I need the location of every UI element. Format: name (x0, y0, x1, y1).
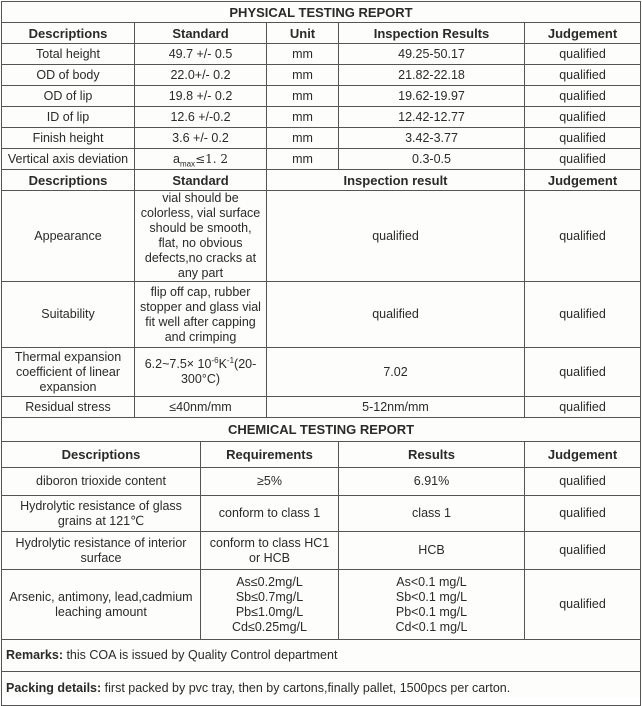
description-cell: Residual stress (2, 397, 135, 418)
standard-prefix: a (172, 151, 180, 166)
header-inspection-results: Inspection Results (339, 23, 525, 44)
requirement-line: Cd≤0.25mg/L (232, 619, 307, 634)
chemical-report-title-row (2, 418, 641, 442)
result-cell: 3.42-3.77 (339, 128, 525, 149)
header-descriptions: Descriptions (2, 170, 135, 191)
result-line: As<0.1 mg/L (396, 574, 467, 589)
judgement-cell: qualified (525, 128, 641, 149)
standard-cell: 19.8 +/- 0.2 (135, 86, 267, 107)
result-cell: 0.3-0.5 (339, 149, 525, 170)
result-cell (339, 570, 525, 640)
remarks-cell (2, 640, 641, 672)
description-cell: OD of body (2, 65, 135, 86)
table-row (2, 468, 641, 496)
result-cell: 7.02 (267, 348, 525, 397)
header-judgement: Judgement (525, 170, 641, 191)
unit-cell: mm (267, 149, 339, 170)
table-row (2, 191, 641, 282)
result-cell: 5-12nm/mm (267, 397, 525, 418)
standard-text: 6.2~7.5× 10 (144, 357, 212, 371)
result-line: Cd<0.1 mg/L (395, 619, 468, 634)
judgement-cell: qualified (525, 348, 641, 397)
requirement-cell (201, 570, 339, 640)
packing-cell (2, 672, 641, 706)
standard-cell: vial should be colorless, vial surface should be smooth, flat, no obvious defects,no cracks at any part (135, 191, 267, 282)
result-cell: 21.82-22.18 (339, 65, 525, 86)
requirement-line: Pb≤1.0mg/L (235, 604, 304, 619)
description-cell: ID of lip (2, 107, 135, 128)
judgement-cell: qualified (525, 191, 641, 282)
result-line: Sb<0.1 mg/L (395, 589, 468, 604)
requirement-cell: conform to class 1 (201, 496, 339, 532)
chemical-report-title: CHEMICAL TESTING REPORT (2, 418, 641, 442)
result-cell: 49.25-50.17 (339, 44, 525, 65)
requirement-cell: ≥5% (201, 468, 339, 496)
header-descriptions: Descriptions (2, 23, 135, 44)
description-cell: diboron trioxide content (2, 468, 201, 496)
table-row (2, 107, 641, 128)
packing-text: first packed by pvc tray, then by cartons,finally pallet, 1500pcs per carton. (101, 681, 511, 695)
result-cell: 6.91% (339, 468, 525, 496)
standard-exponent: -6 (211, 355, 219, 365)
standard-cell: 3.6 +/- 0.2 (135, 128, 267, 149)
requirement-cell: conform to class HC1 or HCB (201, 532, 339, 570)
unit-cell: mm (267, 44, 339, 65)
judgement-cell: qualified (525, 397, 641, 418)
table-row (2, 65, 641, 86)
standard-unit: K (218, 357, 227, 371)
description-cell: Arsenic, antimony, lead,cadmium leaching amount (2, 570, 201, 640)
judgement-cell: qualified (525, 496, 641, 532)
table-row (2, 86, 641, 107)
header-judgement: Judgement (525, 23, 641, 44)
testing-report-table (1, 1, 641, 706)
physical-header-row-2 (2, 170, 641, 191)
judgement-cell: qualified (525, 107, 641, 128)
header-inspection-result: Inspection result (267, 170, 525, 191)
physical-header-row (2, 23, 641, 44)
remarks-text: this COA is issued by Quality Control department (62, 648, 338, 662)
standard-cell: 49.7 +/- 0.5 (135, 44, 267, 65)
table-row (2, 532, 641, 570)
table-row (2, 44, 641, 65)
chemical-header-row (2, 442, 641, 468)
judgement-cell: qualified (525, 86, 641, 107)
result-cell: HCB (339, 532, 525, 570)
standard-subscript: max (179, 159, 196, 168)
judgement-cell: qualified (525, 44, 641, 65)
result-cell: class 1 (339, 496, 525, 532)
description-cell: Suitability (2, 282, 135, 348)
standard-cell: ≤40nm/mm (135, 397, 267, 418)
packing-label: Packing details: (6, 681, 102, 695)
header-standard: Standard (135, 23, 267, 44)
table-row (2, 397, 641, 418)
unit-cell: mm (267, 107, 339, 128)
description-cell: Thermal expansion coefficient of linear expansion (2, 348, 135, 397)
header-results: Results (339, 442, 525, 468)
requirement-line: As≤0.2mg/L (236, 574, 303, 589)
standard-cell (135, 348, 267, 397)
remarks-label: Remarks: (6, 648, 63, 662)
unit-cell: mm (267, 128, 339, 149)
unit-cell: mm (267, 86, 339, 107)
requirement-line: Sb≤0.7mg/L (235, 589, 304, 604)
description-cell: Total height (2, 44, 135, 65)
table-row (2, 496, 641, 532)
header-judgement: Judgement (525, 442, 641, 468)
standard-exponent: -1 (226, 355, 235, 365)
table-row (2, 128, 641, 149)
unit-cell: mm (267, 65, 339, 86)
description-cell: OD of lip (2, 86, 135, 107)
description-cell: Finish height (2, 128, 135, 149)
judgement-cell: qualified (525, 282, 641, 348)
packing-row (2, 672, 641, 706)
description-cell: Hydrolytic resistance of glass grains at 121℃ (2, 496, 201, 532)
judgement-cell: qualified (525, 570, 641, 640)
result-cell: 12.42-12.77 (339, 107, 525, 128)
result-line: Pb<0.1 mg/L (395, 604, 468, 619)
judgement-cell: qualified (525, 65, 641, 86)
result-cell: qualified (267, 191, 525, 282)
standard-cell (135, 149, 267, 170)
standard-range: (20-300°C) (180, 357, 257, 386)
header-descriptions: Descriptions (2, 442, 201, 468)
judgement-cell: qualified (525, 149, 641, 170)
standard-cell: flip off cap, rubber stopper and glass vial fit well after capping and crimping (135, 282, 267, 348)
physical-report-title: PHYSICAL TESTING REPORT (2, 2, 641, 23)
header-requirements: Requirements (201, 442, 339, 468)
remarks-row (2, 640, 641, 672)
header-standard: Standard (135, 170, 267, 191)
description-cell: Appearance (2, 191, 135, 282)
judgement-cell: qualified (525, 532, 641, 570)
table-row (2, 149, 641, 170)
standard-suffix: ≤1. 2 (195, 151, 229, 166)
standard-cell: 22.0+/- 0.2 (135, 65, 267, 86)
result-cell: qualified (267, 282, 525, 348)
table-row (2, 570, 641, 640)
judgement-cell: qualified (525, 468, 641, 496)
standard-cell: 12.6 +/-0.2 (135, 107, 267, 128)
result-cell: 19.62-19.97 (339, 86, 525, 107)
physical-report-title-row (2, 2, 641, 23)
header-unit: Unit (267, 23, 339, 44)
description-cell: Hydrolytic resistance of interior surface (2, 532, 201, 570)
table-row (2, 348, 641, 397)
table-row (2, 282, 641, 348)
description-cell: Vertical axis deviation (2, 149, 135, 170)
